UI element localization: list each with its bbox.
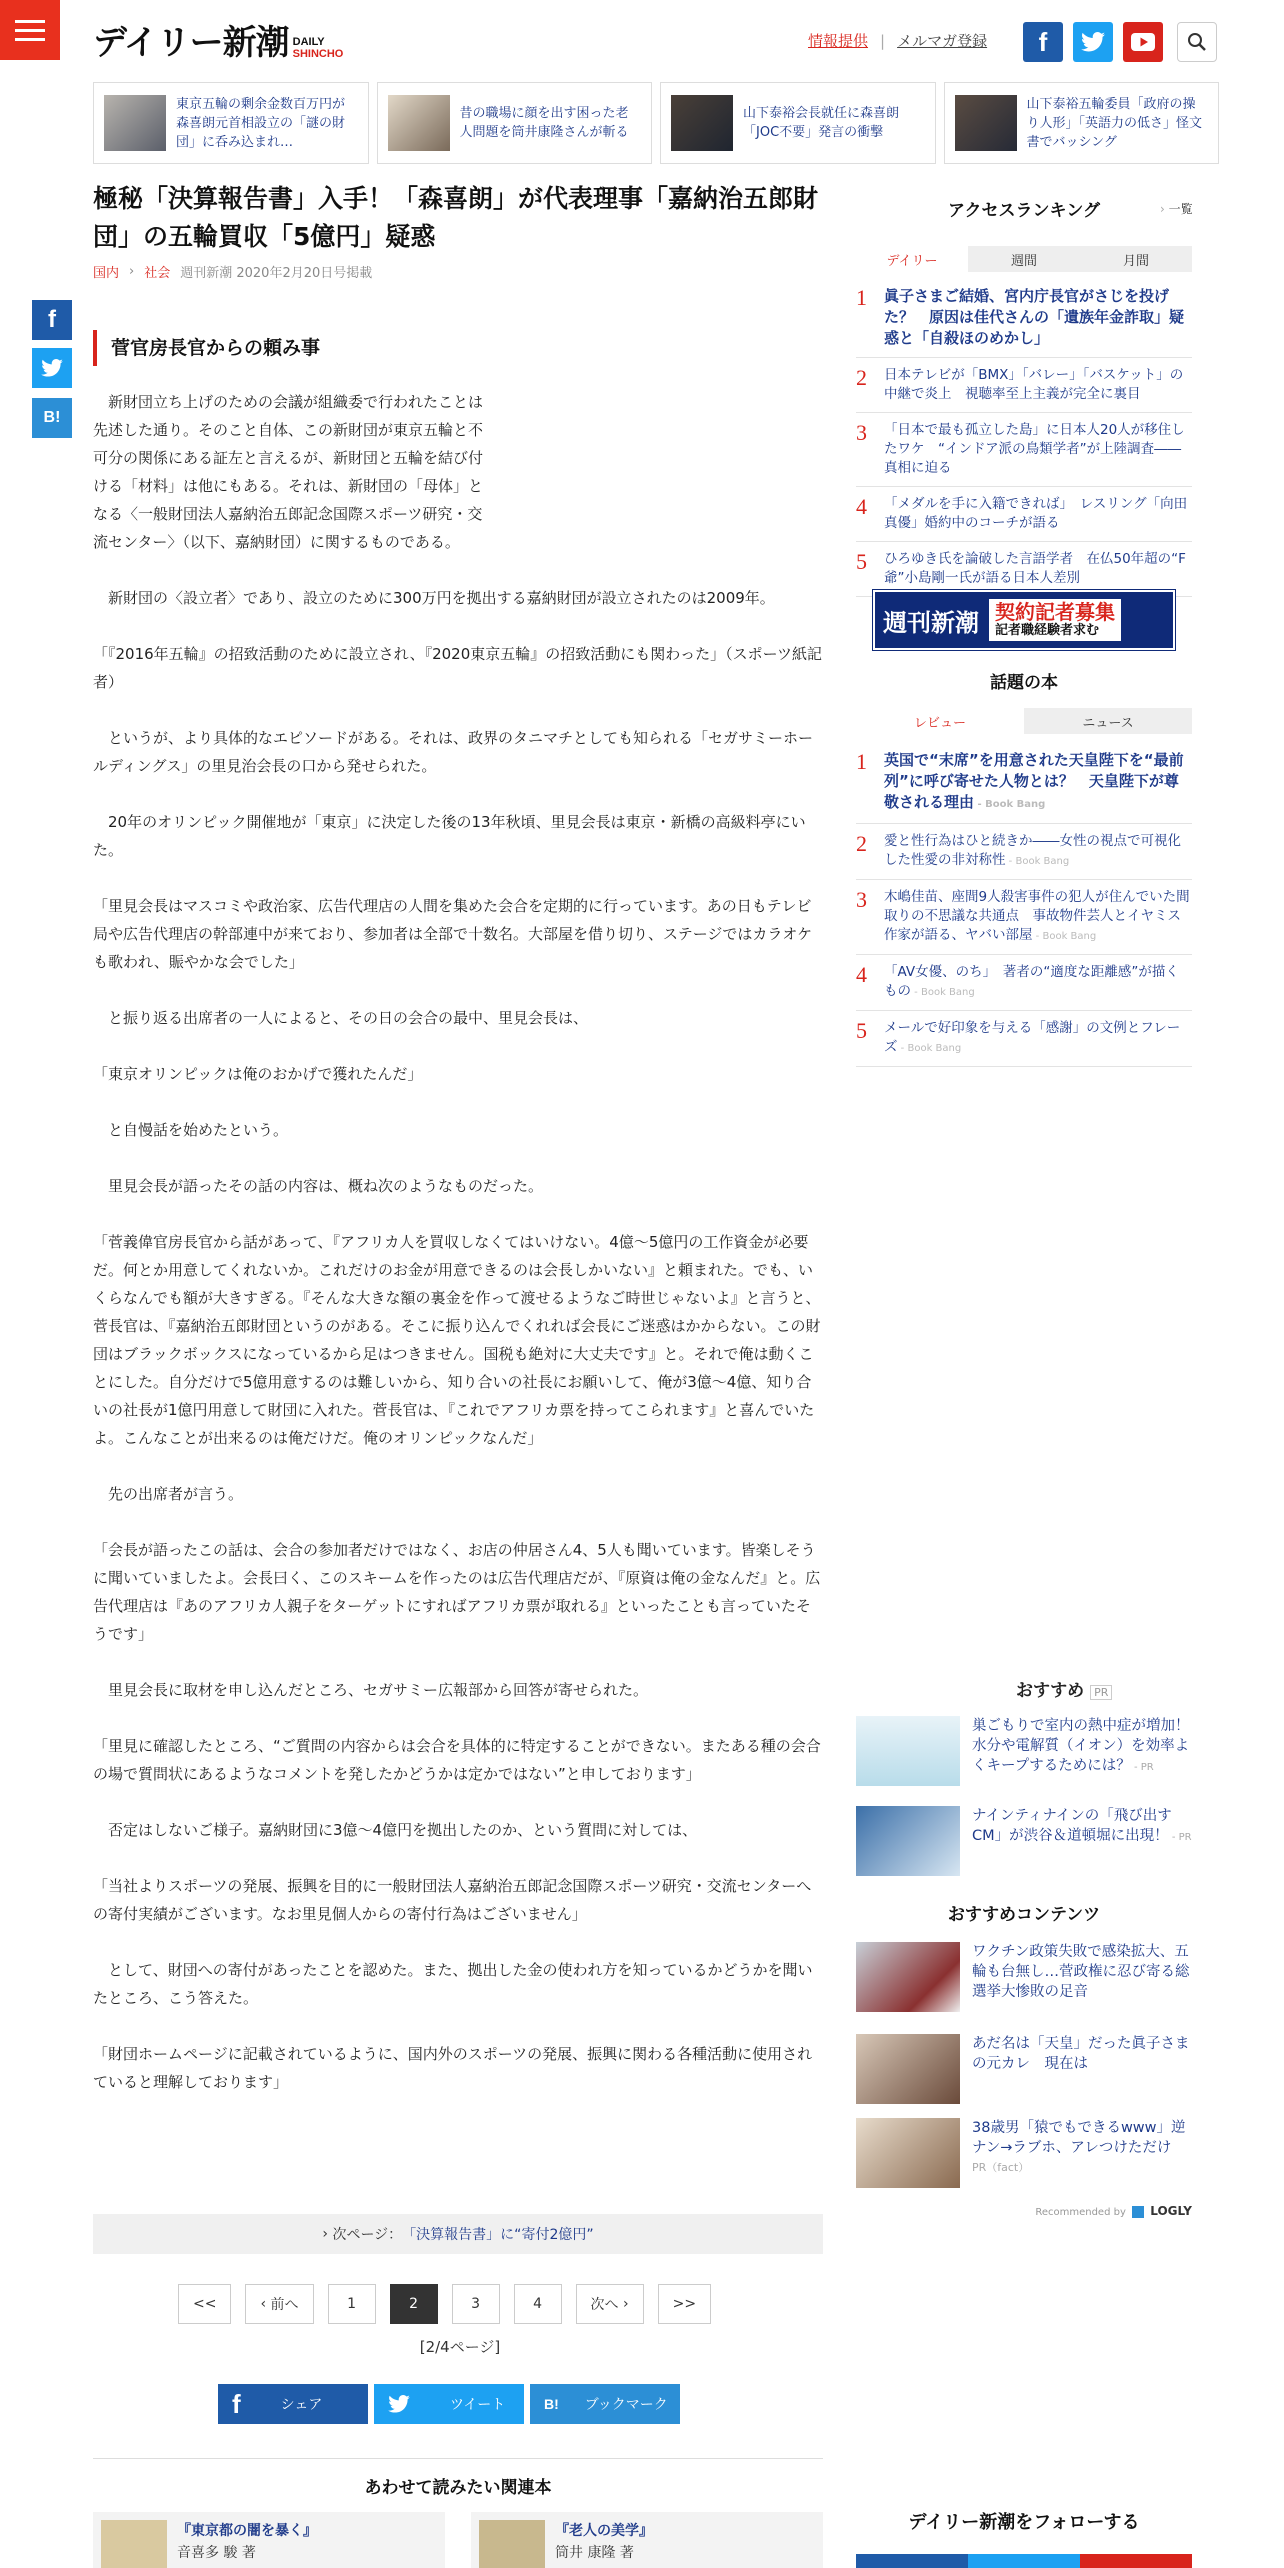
menu-button[interactable] xyxy=(0,0,60,60)
recruit-banner[interactable]: 週刊新潮 契約記者募集 記者職経験者求む xyxy=(873,590,1175,650)
ranking-item[interactable]: 4 「メダルを手に入籍できれば」 レスリング「向田真優」婚約中のコーチが語る xyxy=(856,487,1192,542)
facebook-share-icon[interactable]: f xyxy=(32,300,72,340)
share-buttons xyxy=(218,2384,680,2424)
books-tabs xyxy=(856,708,1192,734)
books-ranking-list xyxy=(856,742,1192,1067)
breadcrumb xyxy=(93,262,372,281)
pagination xyxy=(178,2284,711,2324)
logo-text: デイリー新潮 xyxy=(93,23,289,63)
page-indicator: [2/4ページ] xyxy=(419,2338,501,2356)
section-heading: 菅官房長官からの頼み事 xyxy=(93,330,821,366)
book-title: 『老人の美学』 xyxy=(555,2523,653,2539)
recommend-title: おすすめ PR xyxy=(1016,1676,1112,1701)
paragraph: 20年のオリンピック開催地が「東京」に決定した後の13年秋頃、里見会長は東京・新橋の高級料亭にいた。 xyxy=(93,813,806,859)
next-page-link[interactable] xyxy=(93,2214,823,2254)
paragraph: 否定はしないご様子。嘉納財団に3億～4億円を拠出したのか、という質問に対しては、 xyxy=(93,1821,698,1839)
recommend-thumbnail xyxy=(856,1716,960,1786)
follow-youtube-button[interactable] xyxy=(1080,2554,1192,2568)
content-thumbnail xyxy=(856,2118,960,2188)
contents-title: おすすめコンテンツ xyxy=(947,1905,1101,1925)
tab-weekly[interactable]: 週間 xyxy=(968,246,1080,272)
tab-monthly[interactable]: 月間 xyxy=(1080,246,1192,272)
books-section-title: 話題の本 xyxy=(990,673,1058,693)
ranking-more-link[interactable]: › 一覧 xyxy=(1160,202,1193,216)
info-link[interactable]: 情報提供 xyxy=(808,32,869,50)
facebook-icon: f xyxy=(232,2388,241,2419)
article-thumbnail xyxy=(671,95,733,151)
book-author: 音喜多 駿 著 xyxy=(177,2545,256,2561)
breadcrumb-subcategory[interactable]: 社会 xyxy=(144,266,171,281)
content-item[interactable]: あだ名は「天皇」だった眞子さまの元カレ 現在は xyxy=(856,2034,1192,2104)
first-page-button[interactable]: << xyxy=(178,2284,231,2324)
logly-credit: Recommended by LOGLY xyxy=(1035,2204,1192,2218)
site-logo[interactable] xyxy=(93,23,344,63)
facebook-icon[interactable]: f xyxy=(1023,22,1063,62)
book-ranking-item[interactable]: 4 「AV女優、のち」 著者の“適度な距離感”が描くもの - Book Bang xyxy=(856,955,1192,1011)
book-card[interactable] xyxy=(471,2512,823,2568)
paragraph: 「『2016年五輪』の招致活動のために設立され、『2020東京五輪』の招致活動にも関わった」（スポーツ紙記者） xyxy=(93,645,823,691)
divider: | xyxy=(880,31,886,50)
page-2-button[interactable]: 2 xyxy=(390,2284,438,2324)
recommend-item[interactable]: ナインティナインの「飛び出すCM」が渋谷＆道頓堀に出現！ - PR xyxy=(856,1806,1192,1876)
related-article-title: 山下泰裕五輪委員「政府の操り人形」「英語力の低さ」怪文書でバッシング xyxy=(1026,96,1203,150)
paragraph: というが、より具体的なエピソードがある。それは、政界のタニマチとしても知られる「セガサミーホールディングス」の里見治会長の口から発せられた。 xyxy=(93,729,814,775)
page-3-button[interactable]: 3 xyxy=(452,2284,500,2324)
twitter-share-icon[interactable] xyxy=(32,348,72,388)
recommend-item[interactable]: 巣ごもりで室内の熱中症が増加！ 水分や電解質（イオン）を効率よくキープするためには？ - PR xyxy=(856,1716,1192,1786)
paragraph: 新財団の〈設立者〉であり、設立のために300万円を拠出する嘉納財団が設立されたのは2009年。 xyxy=(93,589,775,607)
related-articles-strip xyxy=(93,82,1219,164)
chevron-right-icon: › xyxy=(129,264,135,279)
paragraph: 先の出席者が言う。 xyxy=(93,1485,244,1503)
breadcrumb-category[interactable]: 国内 xyxy=(93,266,120,281)
last-page-button[interactable]: >> xyxy=(658,2284,711,2324)
related-books-heading: あわせて読みたい関連本 xyxy=(93,2458,823,2498)
header-links xyxy=(808,30,987,51)
paragraph: 里見会長に取材を申し込んだところ、セガサミー広報部から回答が寄せられた。 xyxy=(93,1681,649,1699)
related-article-card[interactable] xyxy=(93,82,369,164)
ranking-item[interactable]: 3 「日本で最も孤立した島」に日本人20人が移住したワケ “インドア派の鳥類学者”が上陸調査――真相に迫る xyxy=(856,413,1192,487)
follow-buttons xyxy=(856,2554,1192,2568)
chevron-right-icon: › xyxy=(1160,202,1169,216)
related-article-card[interactable] xyxy=(944,82,1220,164)
article-title: 極秘「決算報告書」入手！「森喜朗」が代表理事「嘉納治五郎財団」の五輪買収「5億円」疑惑 xyxy=(93,184,819,251)
paragraph: 「東京オリンピックは俺のおかげで獲れたんだ」 xyxy=(93,1065,423,1083)
paragraph: 里見会長が語ったその話の内容は、概ね次のようなものだった。 xyxy=(93,1177,544,1195)
article-thumbnail xyxy=(955,95,1017,151)
paragraph: 「里見会長はマスコミや政治家、広告代理店の人間を集めた会合を定期的に行っています。あの日もテレビ局や広告代理店の幹部連中が来ており、参加者は全部で十数名。大部屋を借り切り、ステージではカラオケも歌われ、賑やかな会でした」 xyxy=(93,897,813,971)
related-article-title: 山下泰裕会長就任に森喜朗「JOC不要」発言の衝撃 xyxy=(743,106,900,140)
hatena-bookmark-icon[interactable]: B! xyxy=(32,398,72,438)
book-cover xyxy=(101,2520,167,2568)
paragraph: 「菅義偉官房長官から話があって、『アフリカ人を買収しなくてはいけない。4億～5億円の工作資金が必要だ。何とか用意してくれないか。これだけのお金が用意できるのは会長しかいない』と頼まれた。でも、いくらなんでも額が大きすぎる。『そんな大きな額の裏金を作って渡せるようなご時世じゃないよ』と言うと、菅長官は、『嘉納治五郎財団というのがある。そこに振り込んでくれれば会長にご迷惑はかからない。この財団はブラックボックスになっているから足はつきません。国税も絶対に大丈夫です』と。それで俺は動くことにした。自分だけで5億用意するのは難しいから、知り合いの社長にお願いして、俺が3億～4億、知り合いの社長が1億円用意して財団に入れた。菅長官は、『これでアフリカ票を持ってこられます』と喜んでいたよ。こんなことが出来るのは俺だけだ。俺のオリンピックなんだ」 xyxy=(93,1233,821,1447)
article-body xyxy=(93,388,823,2124)
newsletter-link[interactable]: メルマガ登録 xyxy=(897,32,988,50)
paragraph: として、財団への寄付があったことを認めた。また、拠出した金の使われ方を知っているかどうかを聞いたところ、こう答えた。 xyxy=(93,1961,813,2007)
follow-facebook-button[interactable] xyxy=(856,2554,968,2568)
issue-info: 週刊新潮 2020年2月20日号掲載 xyxy=(180,266,373,281)
hatena-bookmark-icon: B! xyxy=(544,2396,559,2412)
logo-en: DAILY SHINCHO xyxy=(292,36,344,60)
tab-review[interactable]: レビュー xyxy=(856,708,1024,734)
content-thumbnail xyxy=(856,2034,960,2104)
page-4-button[interactable]: 4 xyxy=(514,2284,562,2324)
paragraph: 「里見に確認したところ、“ご質問の内容からは会合を具体的に特定することができない。またある種の会合の場で質問状にあるようなコメントを発したかどうかは定かではない”と申しております」 xyxy=(93,1737,821,1783)
next-page-label: 次ページ： xyxy=(332,2227,403,2243)
related-article-title: 昔の職場に顔を出す困った老人問題を筒井康隆さんが斬る xyxy=(459,106,629,140)
paragraph: 「会長が語ったこの話は、会合の参加者だけではなく、お店の仲居さん4、5人も聞いています。皆楽しそうに聞いていましたよ。会長曰く、このスキームを作ったのは広告代理店だが、『原資は俺の金なんだ』と。広告代理店は『あのアフリカ人親子をターゲットにすればアフリカ票が取れる』といったことも言っていたそうです」 xyxy=(93,1541,821,1643)
follow-title: デイリー新潮をフォローする xyxy=(908,2512,1140,2533)
chevron-right-icon: › xyxy=(322,2226,333,2242)
related-article-card[interactable] xyxy=(377,82,653,164)
tab-news[interactable]: ニュース xyxy=(1024,708,1192,734)
book-ranking-item[interactable]: 2 愛と性行為はひと続きか――女性の視点で可視化した性愛の非対称性 - Book Bang xyxy=(856,824,1192,880)
chevron-right-icon: › xyxy=(618,2296,629,2312)
related-books xyxy=(93,2512,823,2568)
ranking-item[interactable]: 5 ひろゆき氏を論破した言語学者 在仏50年超の“F爺”小島剛一氏が語る日本人差別 xyxy=(856,542,1192,597)
paragraph: 「財団ホームページに記載されているように、国内外のスポーツの発展、振興に関わる各種活動に使用されていると理解しております」 xyxy=(93,2045,813,2091)
next-page-title: 「決算報告書」に“寄付2億円” xyxy=(402,2227,594,2243)
ranking-tabs xyxy=(856,246,1192,272)
book-author: 筒井 康隆 著 xyxy=(555,2545,634,2561)
page-1-button[interactable]: 1 xyxy=(328,2284,376,2324)
ranking-item[interactable]: 2 日本テレビが「BMX」「バレー」「バスケット」の中継で炎上 視聴率至上主義が完全に裏目 xyxy=(856,358,1192,413)
related-article-card[interactable] xyxy=(660,82,936,164)
paragraph: 新財団立ち上げのための会議が組織委で行われたことは先述した通り。そのこと自体、この新財団が東京五輪と不可分の関係にある証左と言えるが、新財団と五輪を結び付ける「材料」は他にもある。それは、新財団の「母体」となる〈一般財団法人嘉納治五郎記念国際スポーツ研究・交流センター〉（以下、嘉納財団）に関するものである。 xyxy=(93,393,484,551)
content-item[interactable]: ワクチン政策失敗で感染拡大、五輪も台無し…菅政権に忍び寄る総選挙大惨敗の足音 xyxy=(856,1942,1192,2012)
paragraph: と振り返る出席者の一人によると、その日の会合の最中、里見会長は、 xyxy=(93,1009,589,1027)
follow-twitter-button[interactable] xyxy=(968,2554,1080,2568)
article-thumbnail xyxy=(388,95,450,151)
book-cover xyxy=(479,2520,545,2568)
ranking-title: アクセスランキング xyxy=(948,201,1100,221)
ranking-item[interactable]: 1 眞子さまご結婚、宮内庁長官がさじを投げた？ 原因は佳代さんの「遺族年金詐取」疑惑と「自殺ほのめかし」 xyxy=(856,278,1192,358)
logly-icon xyxy=(1132,2206,1144,2218)
ranking-list xyxy=(856,278,1192,597)
youtube-icon[interactable] xyxy=(1123,22,1163,62)
twitter-icon xyxy=(388,2395,410,2413)
tab-daily[interactable]: デイリー xyxy=(856,246,968,272)
book-ranking-item[interactable]: 5 メールで好印象を与える「感謝」の文例とフレーズ - Book Bang xyxy=(856,1011,1192,1067)
book-title: 『東京都の闇を暴く』 xyxy=(177,2523,317,2539)
book-ranking-item[interactable]: 3 木嶋佳苗、座間9人殺害事件の犯人が住んでいた間取りの不思議な共通点 事故物件芸人とイヤミス作家が語る、ヤバい部屋 - Book Bang xyxy=(856,880,1192,955)
book-ranking-item[interactable]: 1 英国で“末席”を用意された天皇陛下を“最前列”に呼び寄せた人物とは？ 天皇陛下が尊敬される理由 - Book Bang xyxy=(856,742,1192,824)
next-page-button[interactable]: 次へ › xyxy=(576,2284,644,2324)
paragraph: と自慢話を始めたという。 xyxy=(93,1121,289,1139)
content-thumbnail xyxy=(856,1942,960,2012)
content-item[interactable]: 38歳男「猿でもできるwww」逆ナン→ラブホ、アレつけただけ PR（fact） xyxy=(856,2118,1192,2188)
chevron-left-icon: ‹ xyxy=(260,2296,271,2312)
article-thumbnail xyxy=(104,95,166,151)
hatena-share-button[interactable]: B! ブックマーク xyxy=(530,2384,680,2424)
book-card[interactable] xyxy=(93,2512,445,2568)
prev-page-button[interactable]: ‹ 前へ xyxy=(245,2284,313,2324)
paragraph: 「当社よりスポーツの発展、振興を目的に一般財団法人嘉納治五郎記念国際スポーツ研究・交流センターへの寄付実績がございます。なお里見個人からの寄付行為はございません」 xyxy=(93,1877,812,1923)
facebook-share-button[interactable]: f シェア xyxy=(218,2384,368,2424)
recommend-thumbnail xyxy=(856,1806,960,1876)
search-icon[interactable] xyxy=(1177,22,1217,62)
twitter-share-button[interactable]: ツイート xyxy=(374,2384,524,2424)
related-article-title: 東京五輪の剰余金数百万円が森喜朗元首相設立の「謎の財団」に呑み込まれ… xyxy=(176,96,346,150)
twitter-icon[interactable] xyxy=(1073,22,1113,62)
